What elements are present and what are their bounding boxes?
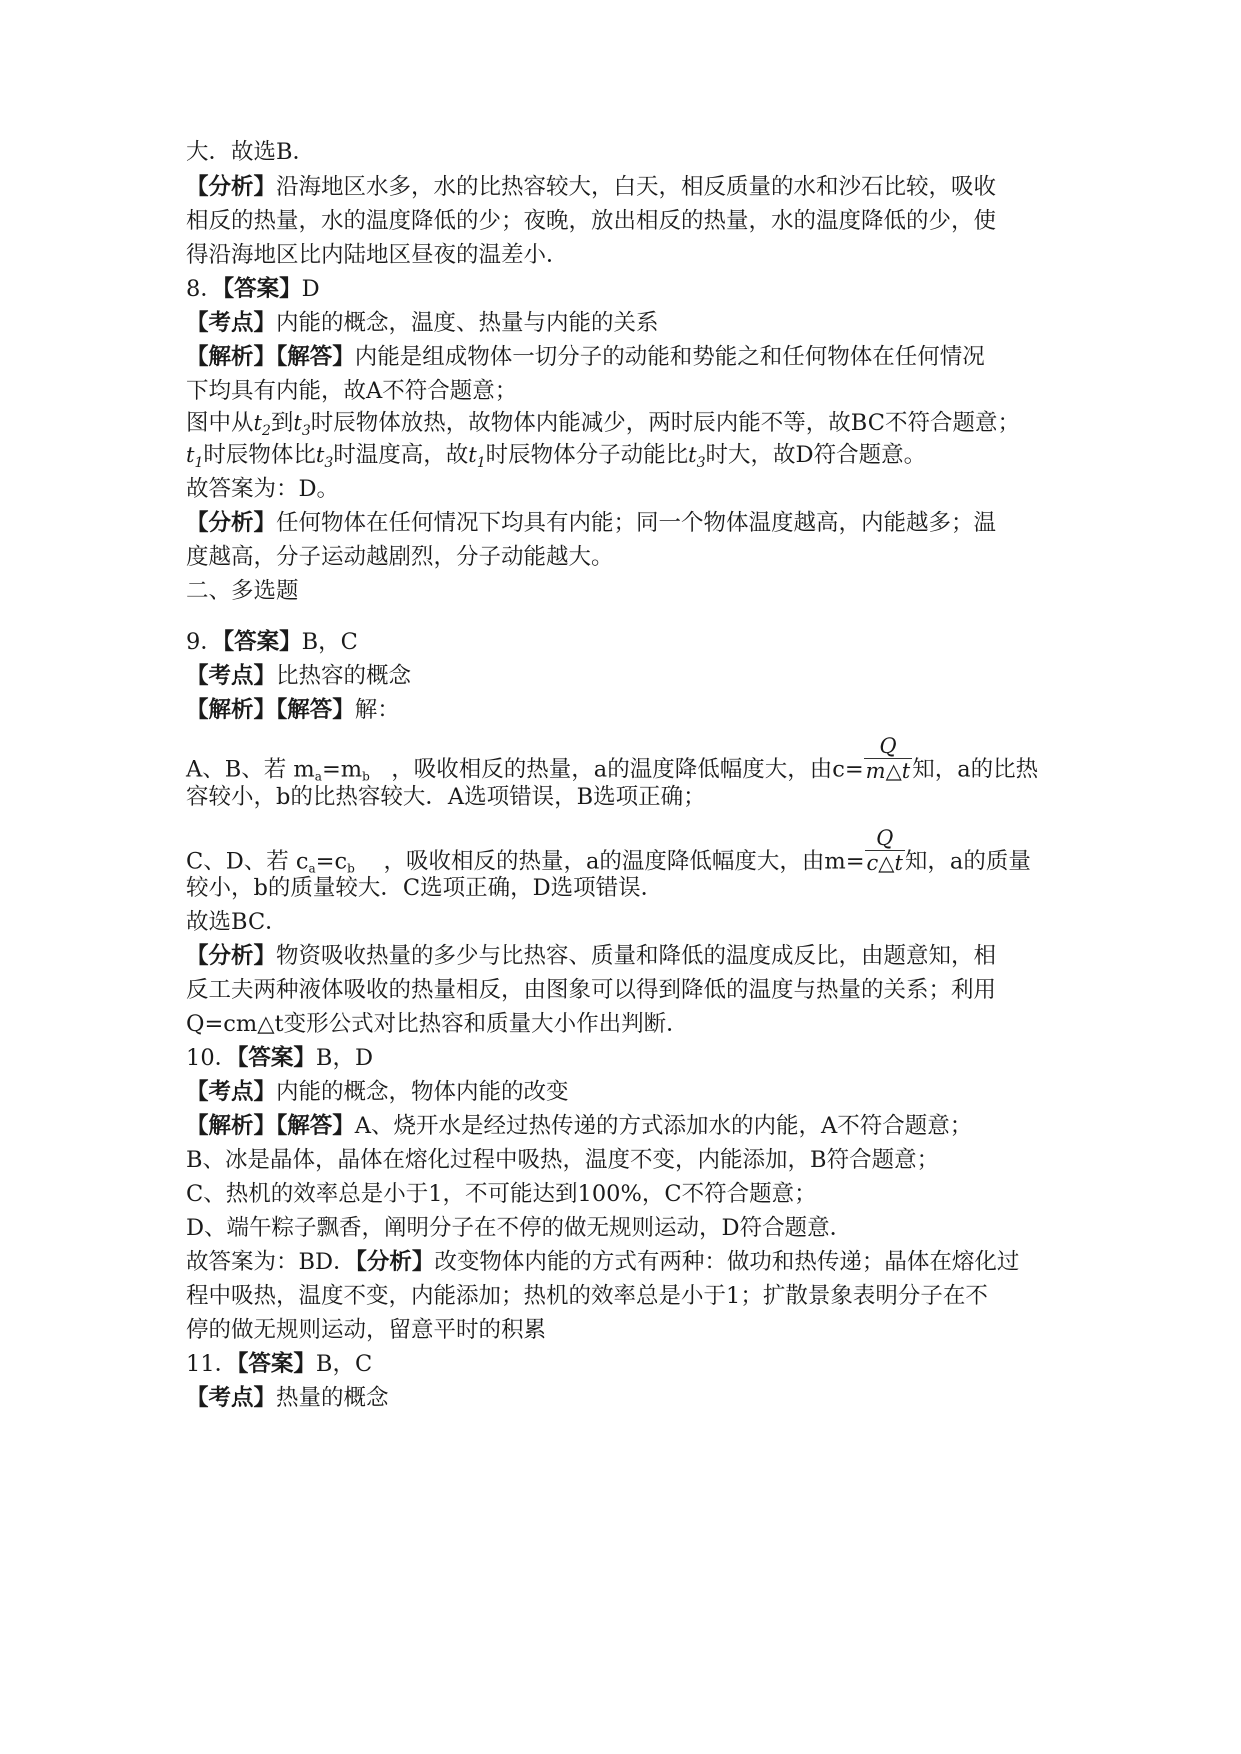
time-symbol: $t_3$ (293, 411, 311, 440)
solution-paragraph: 【解析】【解答】解： (186, 697, 400, 723)
text-line: 图中从$t_2$到$t_3$时辰物体放热，故物体内能减少，两时辰内能不等，故BC不符合题意； (186, 410, 1020, 440)
answer-line: 10．【答案】B，D (186, 1045, 373, 1071)
topic-line: 【考点】内能的概念，温度、热量与内能的关系 (186, 310, 659, 336)
text-line: B、冰是晶体，晶体在熔化过程中吸热，温度不变，内能添加，B符合题意； (186, 1147, 940, 1173)
section-label: 【答案】 (237, 1045, 316, 1071)
text-line: C、热机的效率总是小于1，不可能达到100%，C不符合题意； (186, 1181, 817, 1207)
text-line: $t_1$时辰物体比$t_3$时温度高，故$t_1$时辰物体分子动能比$t_3$时大，故D符合题意。 (186, 442, 927, 472)
solution-paragraph: 【解析】【解答】内能是组成物体一切分子的动能和势能之和任何物体在任何情况 (186, 344, 985, 370)
time-symbol: $t_3$ (315, 443, 334, 472)
text-line: 相反的热量，水的温度降低的少；夜晚，放出相反的热量，水的温度降低的少，使 (186, 208, 997, 234)
topic-line: 【考点】比热容的概念 (186, 663, 412, 689)
text-line: 停的做无规则运动，留意平时的积累 (186, 1317, 547, 1343)
topic-line: 【考点】内能的概念，物体内能的改变 (186, 1079, 569, 1105)
analysis-paragraph: 【分析】物资吸收热量的多少与比热容、质量和降低的温度成反比，由题意知，相 (186, 943, 997, 969)
fraction: $\frac{Q}{m\triangle t}$ (865, 734, 911, 783)
section-label: 【答案】 (222, 629, 302, 655)
text-line: 容较小，b的比热容较大．A选项错误，B选项正确； (186, 784, 706, 810)
section-label: 【解析】【解答】 (186, 344, 355, 370)
time-symbol: $t_1$ (186, 443, 204, 472)
time-symbol: $t_1$ (468, 443, 486, 472)
analysis-paragraph: 【分析】沿海地区水多，水的比热容较大，白天，相反质量的水和沙石比较，吸收 (186, 174, 997, 200)
section-heading: 二、多选题 (186, 578, 299, 604)
section-label: 【考点】 (186, 1385, 277, 1411)
text-line: 大．故选B． (186, 139, 316, 165)
text-line: 故答案为：BD．【分析】改变物体内能的方式有两种：做功和热传递；晶体在熔化过 (186, 1249, 1020, 1275)
text-line: 较小，b的质量较大．C选项正确，D选项错误． (186, 875, 664, 901)
answer-line: 9．【答案】B，C (186, 629, 358, 655)
text-line: Q=cm△t变形公式对比热容和质量大小作出判断． (186, 1011, 689, 1037)
section-label: 【分析】 (186, 174, 277, 200)
time-symbol: $t_3$ (688, 443, 706, 472)
section-label: 【答案】 (222, 276, 302, 302)
formula-line: C、D、若 ca=cb ，吸收相反的热量，a的温度降低幅度大，由m= $\frac{Q}{c\triangle t}$ 知，a的质量 (186, 826, 1031, 876)
text-line: 故选BC． (186, 909, 288, 935)
section-label: 【分析】 (186, 510, 277, 536)
answer-line: 8．【答案】D (186, 276, 320, 302)
text-line: 得沿海地区比内陆地区昼夜的温差小． (186, 242, 569, 268)
text-line: 反工夫两种液体吸收的热量相反，由图象可以得到降低的温度与热量的关系；利用 (186, 977, 997, 1003)
text-line: 度越高，分子运动越剧烈，分子动能越大。 (186, 544, 614, 570)
section-label: 【分析】 (186, 943, 277, 969)
text-line: D、端午粽子飘香，阐明分子在不停的做无规则运动，D符合题意． (186, 1215, 853, 1241)
answer-line: 11．【答案】B，C (186, 1351, 373, 1377)
formula-line: A、B、若 ma=mb ，吸收相反的热量，a的温度降低幅度大，由c= $\frac{Q}{m\triangle t}$ 知，a的比热 (186, 734, 1039, 784)
section-label: 【分析】 (355, 1249, 435, 1275)
section-label: 【考点】 (186, 1079, 277, 1105)
section-label: 【答案】 (237, 1351, 316, 1377)
section-label: 【解析】【解答】 (186, 1113, 355, 1139)
text-line: 下均具有内能，故A不符合题意； (186, 378, 518, 404)
solution-paragraph: 【解析】【解答】A、烧开水是经过热传递的方式添加水的内能，A不符合题意； (186, 1113, 973, 1139)
analysis-paragraph: 【分析】任何物体在任何情况下均具有内能；同一个物体温度越高，内能越多；温 (186, 510, 997, 536)
section-label: 【考点】 (186, 310, 277, 336)
section-label: 【解析】【解答】 (186, 697, 355, 723)
fraction: $\frac{Q}{c\triangle t}$ (866, 826, 903, 875)
time-symbol: $t_2$ (253, 411, 271, 440)
section-label: 【考点】 (186, 663, 277, 689)
text-line: 程中吸热，温度不变，内能添加；热机的效率总是小于1；扩散景象表明分子在不 (186, 1283, 988, 1309)
topic-line: 【考点】热量的概念 (186, 1385, 389, 1411)
text-line: 故答案为：D。 (186, 476, 340, 502)
